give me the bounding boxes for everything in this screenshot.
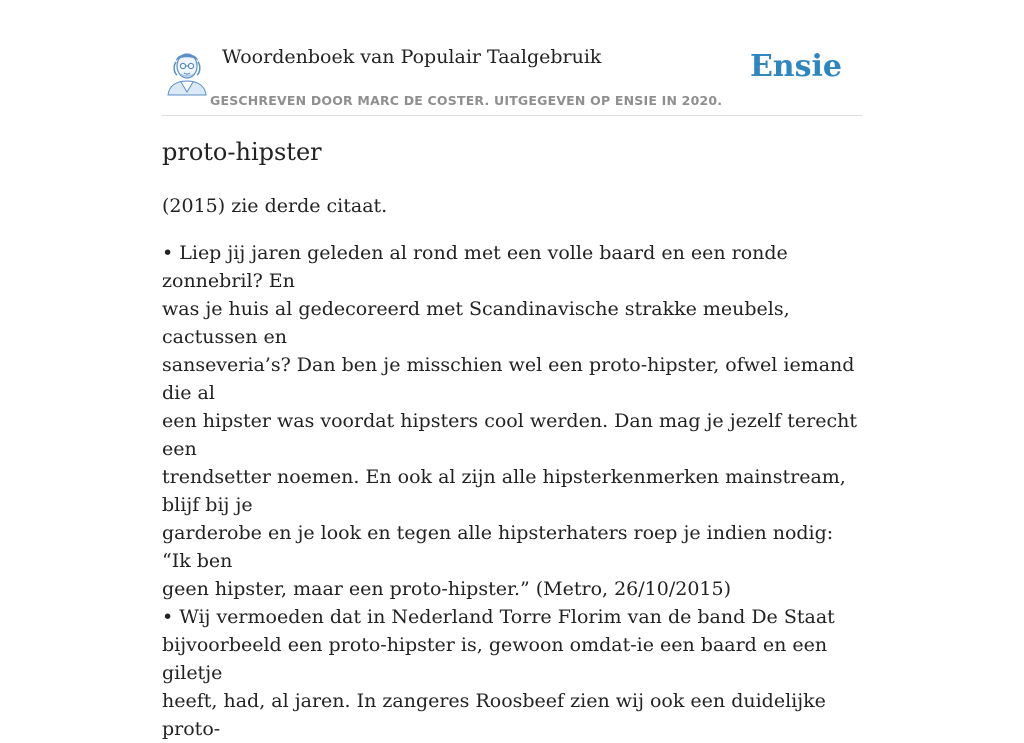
text-line: • Liep jij jaren geleden al rond met een volle baard en een ronde zonnebril? En — [162, 242, 788, 292]
text-line: was je huis al gedecoreerd met Scandinavische strakke meubels, cactussen en — [162, 298, 790, 348]
text-line: bijvoorbeeld een proto-hipster is, gewoon omdat-ie een baard en een giletje — [162, 634, 828, 684]
header — [162, 42, 862, 116]
text-line: heeft, had, al jaren. In zangeres Roosbeef zien wij ook een duidelijke proto- — [162, 690, 826, 740]
text-line: garderobe en je look en tegen alle hipsterhaters roep je indien nodig: “Ik ben — [162, 522, 834, 572]
book-title[interactable]: Woordenboek van Populair Taalgebruik — [222, 46, 602, 68]
entry-title: proto-hipster — [162, 138, 322, 166]
entry-citations — [162, 239, 862, 743]
ensie-logo[interactable]: Ensie — [749, 49, 842, 84]
text-line: sanseveria’s? Dan ben je misschien wel een proto-hipster, ofwel iemand die al — [162, 354, 855, 404]
text-line: geen hipster, maar een proto-hipster.” (Metro, 26/10/2015) — [162, 578, 732, 600]
byline: GESCHREVEN DOOR MARC DE COSTER. UITGEGEVEN OP ENSIE IN 2020. — [210, 93, 723, 108]
text-line: trendsetter noemen. En ook al zijn alle hipsterkenmerken mainstream, blijf bij je — [162, 466, 846, 516]
author-portrait-icon[interactable] — [164, 46, 210, 96]
entry-intro: (2015) zie derde citaat. — [162, 195, 388, 217]
text-line: • Wij vermoeden dat in Nederland Torre Florim van de band De Staat — [162, 606, 835, 628]
text-line: een hipster was voordat hipsters cool werden. Dan mag je jezelf terecht een — [162, 410, 857, 460]
entry-content — [162, 192, 862, 743]
